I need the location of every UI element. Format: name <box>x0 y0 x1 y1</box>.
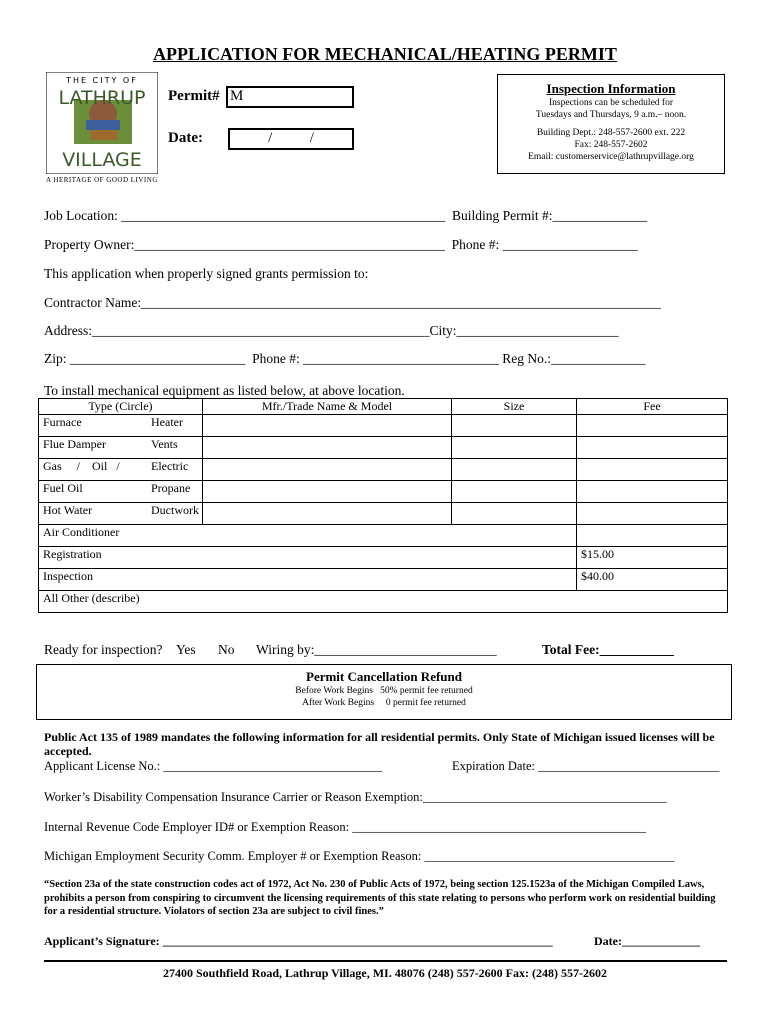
table-row[interactable]: Fuel Oil Propane <box>39 481 728 503</box>
column-header: Type (Circle) <box>39 399 203 415</box>
permit-number-field[interactable]: M <box>226 86 354 108</box>
table-row[interactable]: Hot Water Ductwork <box>39 503 728 525</box>
footer-address: 27400 Southfield Road, Lathrup Village, MI. 48076 (248) 557-2600 Fax: (248) 557-2602 <box>163 966 607 980</box>
page-title: APPLICATION FOR MECHANICAL/HEATING PERMIT <box>153 44 617 64</box>
table-row[interactable]: Flue Damper Vents <box>39 437 728 459</box>
date-label: Date: <box>168 130 203 146</box>
signature-date-field[interactable]: Date:_____________ <box>594 934 700 948</box>
ready-no-option[interactable]: No <box>218 642 235 657</box>
table-header-row <box>39 399 728 415</box>
ready-label: Ready for inspection? <box>44 642 163 657</box>
inspection-line: Building Dept.: 248-557-2600 ext. 222 <box>536 128 686 138</box>
install-text: To install mechanical equipment as listed below, at above location. <box>44 383 405 398</box>
address-field[interactable]: Address:__________________________________________________City:________________________ <box>44 323 619 338</box>
public-act-text: Public Act 135 of 1989 mandates the following information for all residential permits. Only State of Michigan issued licenses will be accepted. <box>44 730 715 758</box>
svg-text:THE CITY OF: THE CITY OF <box>66 76 138 85</box>
inspection-heading: Inspection Information <box>546 81 676 96</box>
contractor-name-field[interactable]: Contractor Name:_____________________________________________________________________________ <box>44 295 661 310</box>
date-field[interactable]: / / <box>228 128 354 150</box>
table-row[interactable]: All Other (describe) <box>39 591 728 613</box>
cancellation-refund-box <box>36 664 732 720</box>
signature-field[interactable]: Applicant’s Signature: _________________________________________________________________ <box>44 934 553 948</box>
table-row[interactable]: Gas / Oil / Electric <box>39 459 728 481</box>
refund-heading: Permit Cancellation Refund <box>306 669 462 684</box>
permit-label: Permit# <box>168 88 220 104</box>
equipment-table <box>38 398 728 613</box>
expiration-date-field[interactable]: Expiration Date: _____________________________ <box>452 759 720 773</box>
table-row[interactable]: Furnace Heater <box>39 415 728 437</box>
inspection-line: Fax: 248-557-2602 <box>574 140 648 150</box>
job-location-field[interactable]: Job Location: ________________________________________________ Building Permit #:______________ <box>44 208 647 223</box>
column-header: Fee <box>577 399 728 415</box>
workers-comp-field[interactable]: Worker’s Disability Compensation Insurance Carrier or Reason Exemption:_______________________________________ <box>44 790 667 804</box>
svg-text:LATHRUP: LATHRUP <box>58 87 146 109</box>
ready-yes-option[interactable]: Yes <box>176 642 196 657</box>
column-header: Size <box>452 399 577 415</box>
refund-line: Before Work Begins 50% permit fee returned <box>295 686 473 696</box>
total-fee-field[interactable]: Total Fee:___________ <box>542 642 674 657</box>
inspection-info-box <box>497 74 725 174</box>
license-field[interactable]: Applicant License No.: ___________________________________ <box>44 759 383 773</box>
zip-phone-reg-field[interactable]: Zip: __________________________ Phone #: _____________________________ Reg No.:______________ <box>44 351 646 366</box>
refund-line: After Work Begins 0 permit fee returned <box>302 698 466 708</box>
logo-tagline: A HERITAGE OF GOOD LIVING <box>46 176 158 184</box>
footer-divider <box>44 960 727 962</box>
column-header: Mfr./Trade Name & Model <box>203 399 452 415</box>
svg-text:VILLAGE: VILLAGE <box>62 149 142 171</box>
property-owner-field[interactable]: Property Owner:______________________________________________ Phone #: ____________________ <box>44 237 638 252</box>
employer-id-field[interactable]: Internal Revenue Code Employer ID# or Exemption Reason: _______________________________________________ <box>44 820 647 834</box>
table-row[interactable]: Air Conditioner <box>39 525 728 547</box>
mesc-field[interactable]: Michigan Employment Security Comm. Employer # or Exemption Reason: ________________________________________ <box>44 849 675 863</box>
inspection-line: Email: customerservice@lathrupvillage.org <box>528 152 694 162</box>
table-row[interactable]: Inspection $40.00 <box>39 569 728 591</box>
inspection-line: Tuesdays and Thursdays, 9 a.m.– noon. <box>535 110 687 120</box>
wiring-by-field[interactable]: Wiring by:___________________________ <box>256 642 497 657</box>
city-logo <box>46 72 158 174</box>
grants-text: This application when properly signed grants permission to: <box>44 266 369 281</box>
table-row[interactable]: Registration $15.00 <box>39 547 728 569</box>
section-23a-text: “Section 23a of the state construction codes act of 1972, Act No. 230 of Public Acts of 1972, being section 125.1523a of the Michigan Compiled Laws, prohibits a person from conspiring to circumvent the licensing requirements of this state relating to persons who perform work on residential building for a residential structure. Violators of section 23a are subject to civil fines.” <box>44 879 716 917</box>
inspection-line: Inspections can be scheduled for <box>549 98 673 108</box>
